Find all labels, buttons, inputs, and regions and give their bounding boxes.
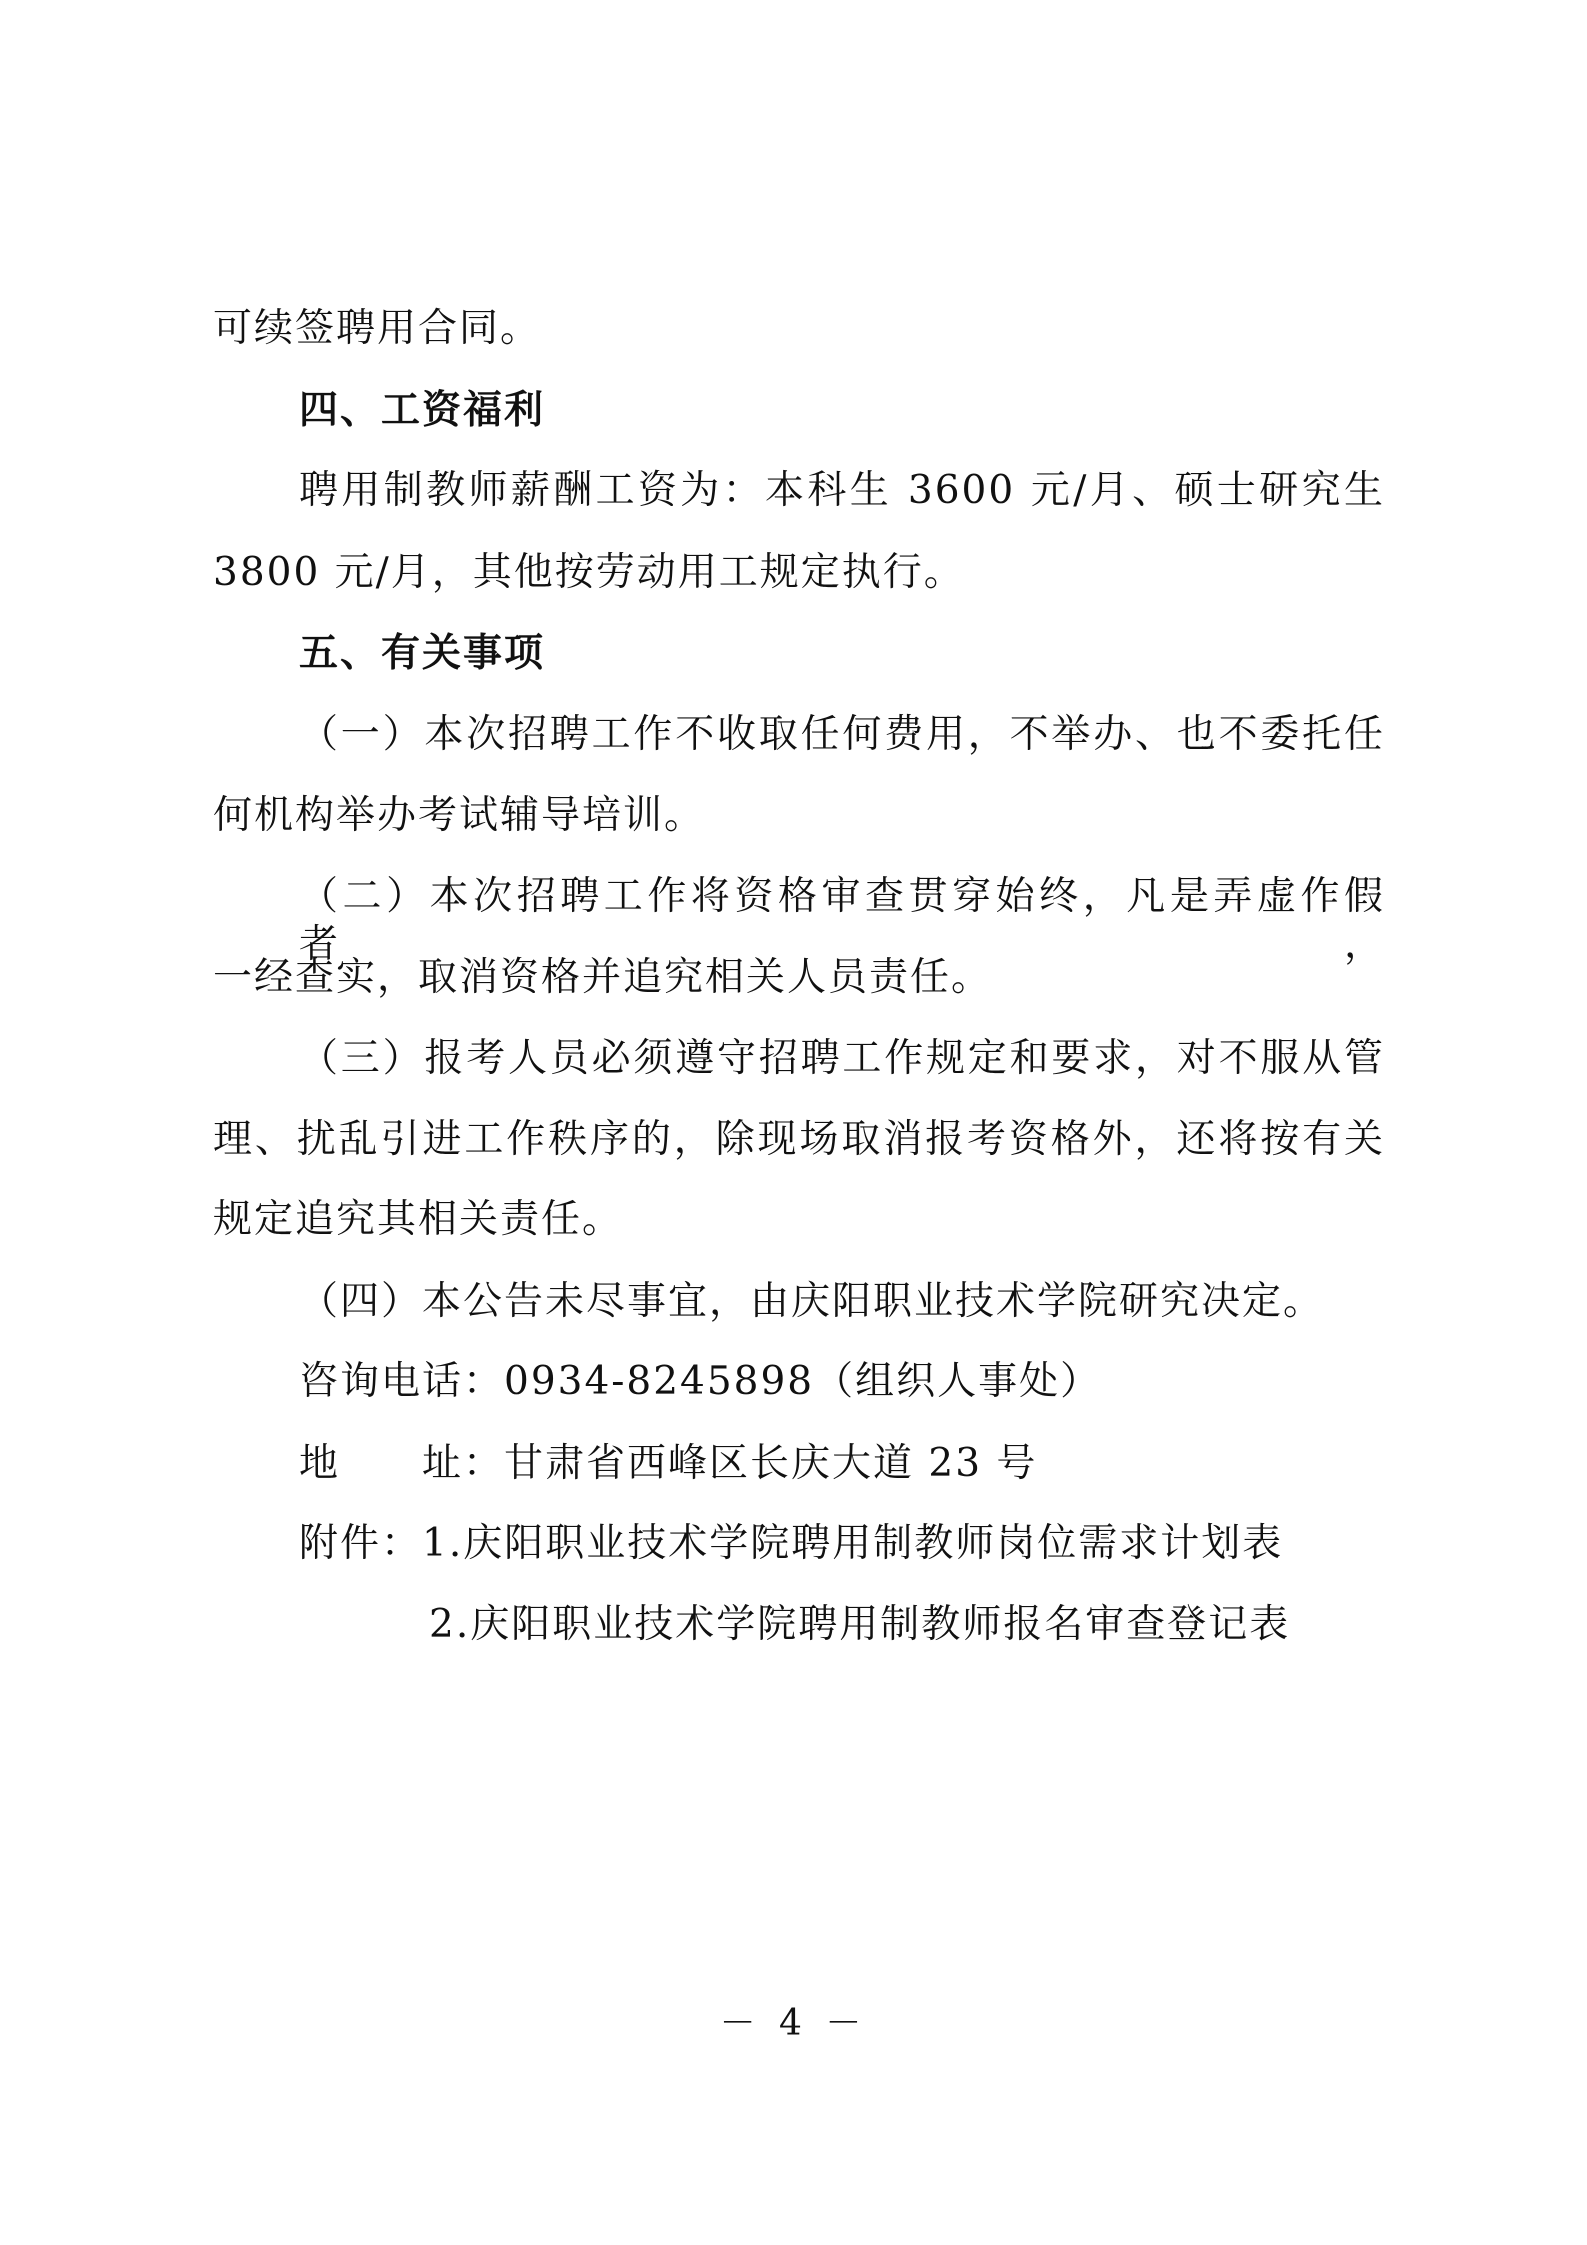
text-line-item3-3: 规定追究其相关责任。 xyxy=(213,1197,624,1242)
text-line-item3-2: 理、扰乱引进工作秩序的，除现场取消报考资格外，还将按有关 xyxy=(213,1117,1385,1162)
contact-phone: 咨询电话：0934-8245898（组织人事处） xyxy=(299,1359,1102,1404)
attachment-label: 附件： xyxy=(299,1521,423,1566)
text-line-item4: （四）本公告未尽事宜，由庆阳职业技术学院研究决定。 xyxy=(299,1279,1325,1324)
text-line-salary-2: 3800 元/月，其他按劳动用工规定执行。 xyxy=(213,550,965,595)
text-line-item2-1: （二）本次招聘工作将资格审查贯穿始终，凡是弄虚作假者， xyxy=(299,874,1385,967)
text-line-contract: 可续签聘用合同。 xyxy=(213,306,542,351)
contact-address: 地 址：甘肃省西峰区长庆大道 23 号 xyxy=(299,1441,1038,1486)
text-line-salary-1: 聘用制教师薪酬工资为：本科生 3600 元/月、硕士研究生 xyxy=(299,468,1385,513)
text-line-item1-1: （一）本次招聘工作不收取任何费用，不举办、也不委托任 xyxy=(299,712,1385,757)
section-heading-wages: 四、工资福利 xyxy=(299,388,546,433)
attachment-item-1: 1.庆阳职业技术学院聘用制教师岗位需求计划表 xyxy=(422,1521,1284,1566)
attachment-line-1 xyxy=(299,1520,1283,1568)
text-line-item1-2: 何机构举办考试辅导培训。 xyxy=(213,793,706,838)
section-heading-matters: 五、有关事项 xyxy=(299,631,546,676)
text-line-item2-2: 一经查实，取消资格并追究相关人员责任。 xyxy=(213,955,993,1000)
page-number: － 4 － xyxy=(719,2003,868,2044)
text-line-item3-1: （三）报考人员必须遵守招聘工作规定和要求，对不服从管 xyxy=(299,1036,1385,1081)
attachment-item-2: 2.庆阳职业技术学院聘用制教师报名审查登记表 xyxy=(429,1602,1291,1647)
